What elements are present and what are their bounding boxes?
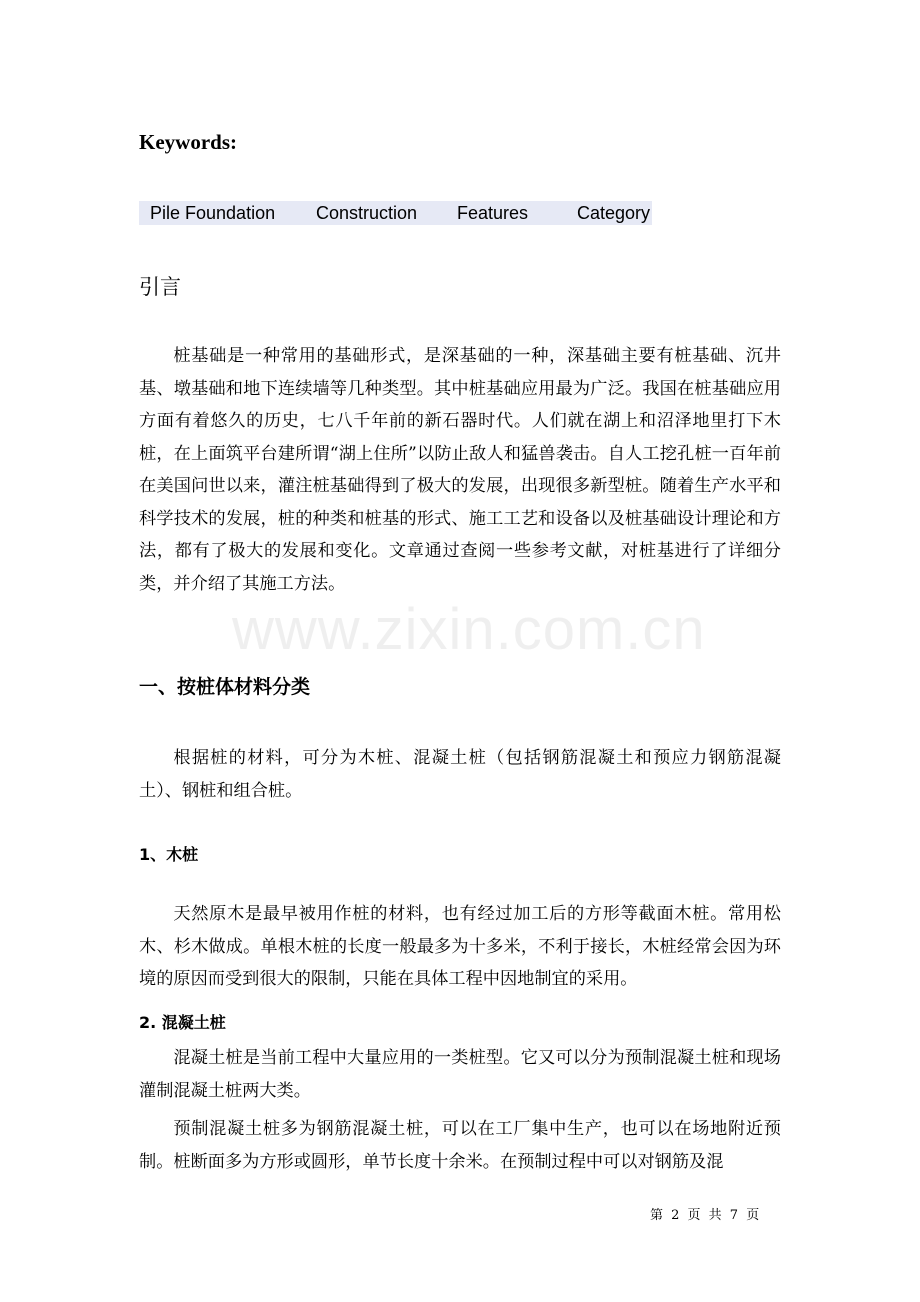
concrete-pile-paragraph-2: 预制混凝土桩多为钢筋混凝土桩，可以在工厂集中生产，也可以在场地附近预制。桩断面多为方形或圆形，单节长度十余米。在预制过程中可以对钢筋及混 — [139, 1119, 781, 1172]
keyword-features: Features — [457, 203, 529, 223]
keyword-pile-foundation: Pile Foundation — [150, 203, 276, 223]
keyword-category: Category — [577, 203, 651, 223]
watermark-text: www.zixin.com.cn — [232, 597, 706, 662]
wood-pile-paragraph: 天然原木是最早被用作桩的材料，也有经过加工后的方形等截面木桩。常用松木、杉木做成。单根木桩的长度一般最多为十多米，不利于接长，木桩经常会因为环境的原因而受到很大的限制，只能在具体工程中因地制宜的采用。 — [139, 904, 781, 989]
intro-heading: 引言 — [139, 275, 181, 299]
keywords-bar — [139, 201, 652, 225]
subsection-heading-concrete-pile: 2. 混凝土桩 — [139, 1013, 226, 1032]
section-paragraph: 根据桩的材料，可分为木桩、混凝土桩（包括钢筋混凝土和预应力钢筋混凝土）、钢桩和组合桩。 — [139, 748, 781, 801]
keywords-heading: Keywords: — [139, 130, 237, 154]
intro-paragraph: 桩基础是一种常用的基础形式，是深基础的一种，深基础主要有桩基础、沉井基、墩基础和地下连续墙等几种类型。其中桩基础应用最为广泛。我国在桩基础应用方面有着悠久的历史，七八千年前的新石器时代。人们就在湖上和沼泽地里打下木桩，在上面筑平台建所谓“湖上住所”以防止敌人和猛兽袭击。自人工挖孔桩一百年前在美国问世以来，灌注桩基础得到了极大的发展，出现很多新型桩。随着生产水平和科学技术的发展，桩的种类和桩基的形式、施工工艺和设备以及桩基础设计理论和方法，都有了极大的发展和变化。文章通过查阅一些参考文献，对桩基进行了详细分类，并介绍了其施工方法。 — [139, 346, 781, 594]
section-heading: 一、按桩体材料分类 — [139, 676, 311, 698]
subsection-heading-wood-pile: 1、木桩 — [139, 845, 199, 864]
keyword-construction: Construction — [316, 203, 418, 223]
concrete-pile-paragraph-1: 混凝土桩是当前工程中大量应用的一类桩型。它又可以分为预制混凝土桩和现场灌制混凝土桩两大类。 — [139, 1048, 781, 1101]
page-number-footer: 第 2 页 共 7 页 — [650, 1208, 760, 1223]
